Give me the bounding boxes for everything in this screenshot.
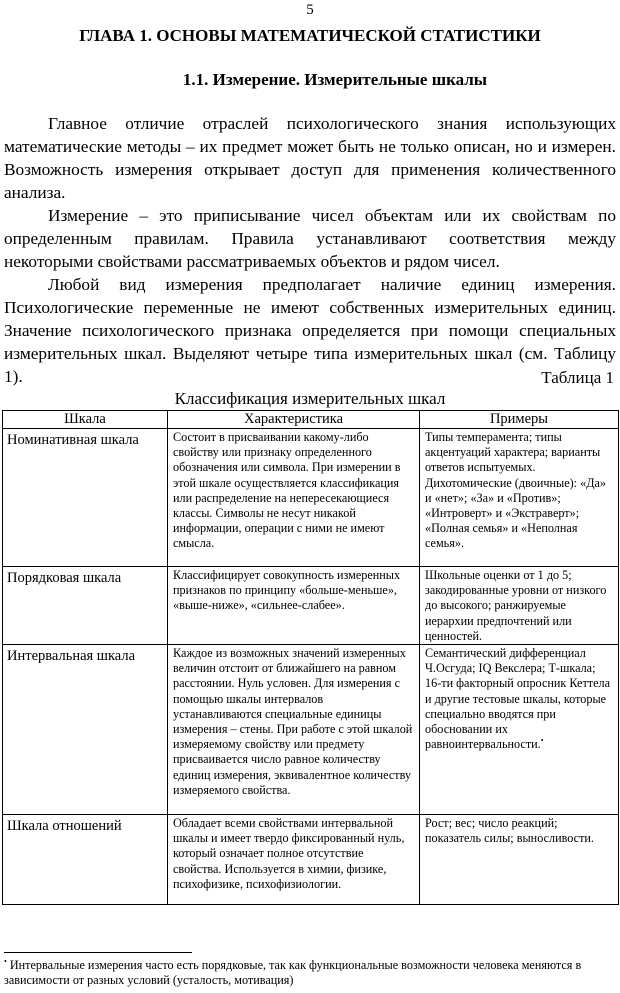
header-examples: Примеры <box>420 411 619 429</box>
header-description: Характеристика <box>168 411 420 429</box>
paragraph-1: Главное отличие отраслей психологического знания использующих математические методы – их предмет может быть не только описан, но и измерен. Возможность измерения открывает доступ для применения количественного анализа. <box>4 114 616 202</box>
scale-name: Интервальная шкала <box>3 645 168 815</box>
table-label: Таблица 1 <box>541 368 614 387</box>
scale-description: Обладает всеми свойствами интервальной шкалы и имеет твердо фиксированный нуль, который означает полное отсутствие свойства. Используется в химии, физике, психофизике, психофизиологии. <box>168 815 420 905</box>
scale-examples: Типы темперамента; типы акцентуаций характера; варианты ответов испытуемых. Дихотомические (двоичные): «Да» и «нет»; «За» и «Против»; «Интроверт» и «Экстраверт»; «Полная семья» и «Неполная семья». <box>420 429 619 567</box>
scale-description: Классифицирует совокупность измеренных признаков по принципу «больше-меньше», «выше-ниже», «сильнее-слабее». <box>168 567 420 645</box>
scale-name: Шкала отношений <box>3 815 168 905</box>
scale-name: Номинативная шкала <box>3 429 168 567</box>
table-row <box>3 815 619 905</box>
scale-examples-text: Семантический дифференциал Ч.Осгуда; IQ Векслера; Т-шкала; 16-ти факторный опросник Кеттела и другие тестовые шкалы, которые специально вводятся при обосновании их равноинтервальности. <box>425 646 610 752</box>
footnote <box>4 958 616 988</box>
footnote-mark: • <box>4 956 7 966</box>
paragraph-3: Любой вид измерения предполагает наличие единиц измерения. Психологические переменные не имеют собственных измерительных единиц. Значение психологического признака определяется при помощи специальных измерительных шкал. Выделяют четыре типа измерительных шкал (см. Таблицу 1). <box>4 275 616 386</box>
table-header-row <box>3 411 619 429</box>
table-row <box>3 645 619 815</box>
header-scale: Шкала <box>3 411 168 429</box>
paragraph-2: Измерение – это приписывание чисел объектам или их свойствам по определенным правилам. Правила устанавливают соответствия между некоторыми свойствами рассматриваемых объектов и рядом чисел. <box>4 206 616 271</box>
scale-examples: Рост; вес; число реакций; показатель силы; выносливости. <box>420 815 619 905</box>
scales-table <box>2 410 619 905</box>
scale-examples <box>420 645 619 815</box>
footnote-divider <box>4 952 192 953</box>
scale-description: Каждое из возможных значений измеренных величин отстоит от ближайшего на равном расстоянии. Нуль условен. Для измерения с помощью шкалы интервалов устанавливаются специальные единицы измерения – стены. При работе с этой шкалой измеряемому свойству или предмету присваивается число равное количеству единиц измерения, эквивалентное количеству измеряемого свойства. <box>168 645 420 815</box>
scale-examples: Школьные оценки от 1 до 5; закодированные уровни от низкого до высокого; ранжируемые иерархии предпочтений или ценностей. <box>420 567 619 645</box>
footnote-text: Интервальные измерения часто есть порядковые, так как функциональные возможности человека меняются в зависимости от разных условий (усталость, мотивация) <box>4 958 582 987</box>
table-caption: Классификация измерительных шкал <box>174 389 446 408</box>
scale-description: Состоит в присваивании какому-либо свойству или признаку определенного обозначения или символа. При измерении в этой шкале осуществляется классификация или распределение на непересекающиеся классы. Символы не несут никакой информации, операции с ними не имеют смысла. <box>168 429 420 567</box>
table-row <box>3 567 619 645</box>
scale-name: Порядковая шкала <box>3 567 168 645</box>
table-row <box>3 429 619 567</box>
footnote-ref: • <box>540 736 544 746</box>
page-number: 5 <box>306 2 314 18</box>
body-text <box>4 112 616 388</box>
chapter-title: ГЛАВА 1. ОСНОВЫ МАТЕМАТИЧЕСКОЙ СТАТИСТИКИ <box>79 26 541 45</box>
section-title: 1.1. Измерение. Измерительные шкалы <box>182 70 488 89</box>
